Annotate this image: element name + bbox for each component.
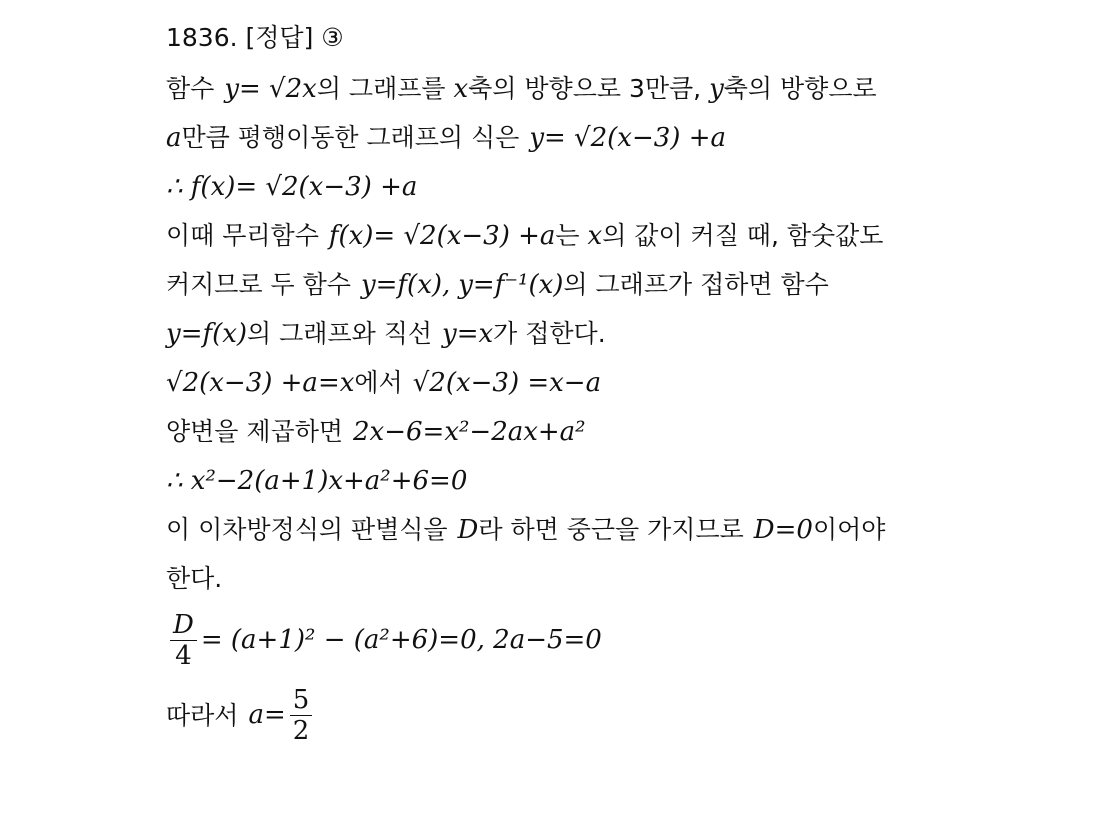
formula: √2(x−3) +a=x: [166, 368, 355, 398]
formula: = (a+1)² − (a²+6)=0, 2a−5=0: [200, 625, 602, 655]
text: 의 그래프를: [316, 74, 446, 103]
solution-line-4: [166, 211, 966, 260]
text: 라 하면 중근을 가지므로: [478, 515, 744, 544]
answer-label: [정답]: [245, 23, 314, 52]
formula: y=f⁻¹(x): [458, 270, 564, 300]
solution-line-5: [166, 260, 966, 309]
text: 의 그래프와 직선: [247, 319, 432, 348]
solution-line-1: [166, 64, 966, 113]
fraction-d-over-4: [170, 610, 197, 671]
text: 양변을 제곱하면: [166, 417, 343, 446]
formula: y=x: [442, 319, 494, 349]
solution-line-2: [166, 113, 966, 162]
formula: √2(x−3) =x−a: [412, 368, 602, 398]
formula: y=f(x): [166, 319, 248, 349]
fraction-5-over-2: [290, 685, 313, 746]
text: 이어야: [812, 515, 886, 544]
formula: D: [457, 515, 479, 545]
solution-line-6: [166, 309, 966, 358]
solution-page: [166, 18, 966, 753]
final-answer-line: [166, 678, 966, 753]
formula: y= √2x: [224, 74, 317, 104]
text: 만큼 평행이동한 그래프의 식은: [181, 123, 520, 152]
text: 축의 방향으로: [723, 74, 877, 103]
formula: a=: [248, 700, 286, 730]
text: 축의 방향으로 3만큼,: [468, 74, 702, 103]
fraction-denominator: 2: [292, 716, 310, 746]
fraction-numerator: 5: [290, 685, 313, 716]
text: 커지므로 두 함수: [166, 270, 351, 299]
discriminant-line: [166, 603, 966, 678]
text: 의 그래프가 접하면 함수: [563, 270, 829, 299]
formula: y= √2(x−3) +a: [529, 123, 726, 153]
solution-line-11: [166, 554, 966, 603]
solution-line-7: [166, 358, 966, 407]
formula: a: [166, 123, 182, 153]
problem-number: 1836.: [166, 23, 238, 52]
text: 이 이차방정식의 판별식을: [166, 515, 448, 544]
formula: y: [709, 74, 724, 104]
fraction-denominator: 4: [175, 641, 192, 671]
formula: x: [453, 74, 469, 104]
text: 의 값이 커질 때, 함숫값도: [602, 221, 884, 250]
text: 한다.: [166, 564, 223, 593]
formula: y=f(x),: [360, 270, 451, 300]
formula: f(x)= √2(x−3) +a: [328, 221, 556, 251]
text: 가 접한다.: [493, 319, 606, 348]
text: 에서: [354, 368, 403, 397]
solution-line-10: [166, 505, 966, 554]
answer-header: [166, 18, 966, 64]
fraction-numerator: D: [170, 610, 197, 641]
text: 는: [555, 221, 580, 250]
formula: x: [587, 221, 603, 251]
formula: ∴ x²−2(a+1)x+a²+6=0: [166, 466, 468, 496]
text: 함수: [166, 74, 215, 103]
text: 따라서: [166, 701, 239, 730]
text: 이때 무리함수: [166, 221, 319, 250]
solution-line-3: [166, 162, 966, 211]
formula: D=0: [753, 515, 813, 545]
solution-line-9: [166, 456, 966, 505]
solution-line-8: [166, 407, 966, 456]
formula: 2x−6=x²−2ax+a²: [353, 417, 586, 447]
answer-choice: ③: [321, 23, 344, 52]
formula: ∴ f(x)= √2(x−3) +a: [166, 172, 418, 202]
